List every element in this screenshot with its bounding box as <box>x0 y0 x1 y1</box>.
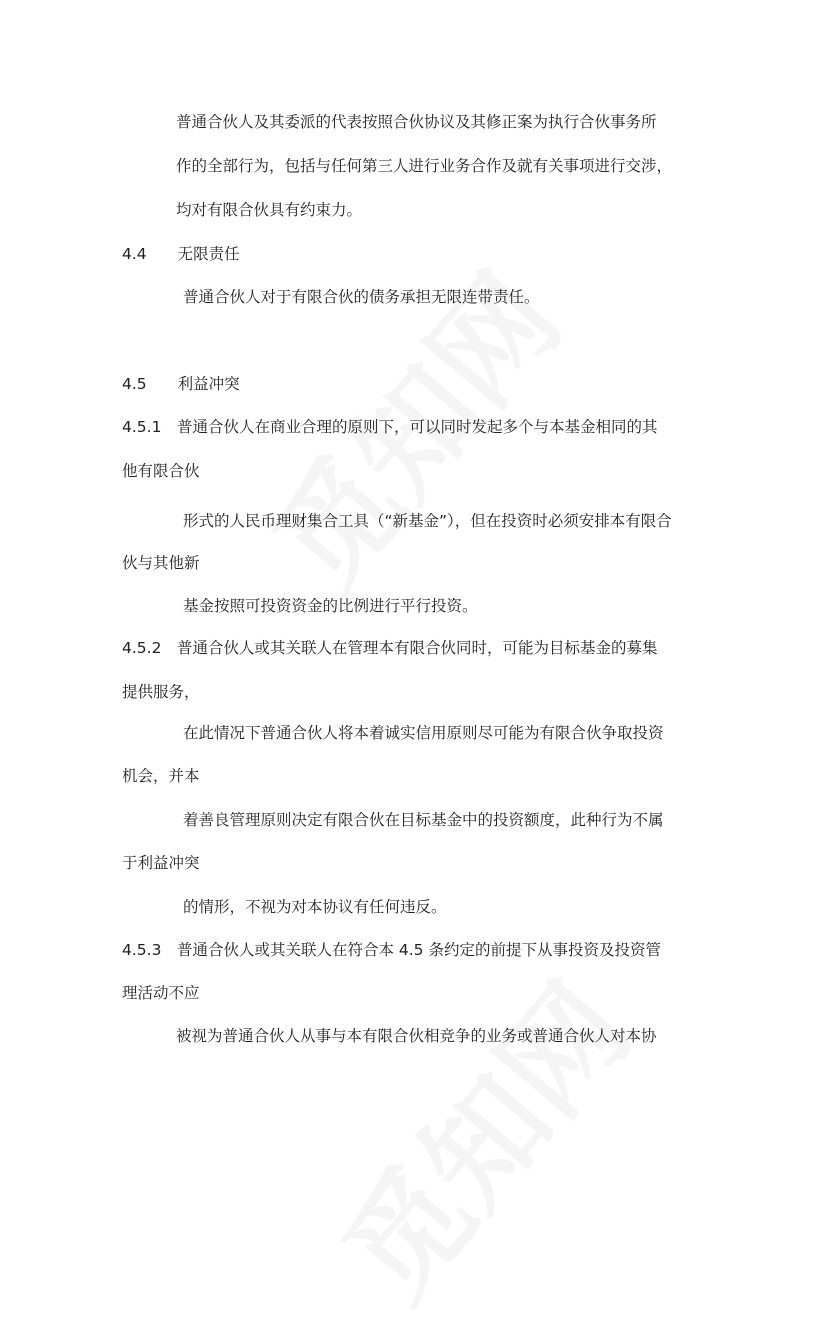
paragraph-line: 于利益冲突 <box>122 854 200 872</box>
paragraph-line: 基金按照可投资资金的比例进行平行投资。 <box>183 597 478 615</box>
paragraph-line: 理活动不应 <box>122 984 200 1002</box>
paragraph-line: 形式的人民币理财集合工具（“新基金”），但在投资时必须安排本有限合 <box>183 512 672 530</box>
paragraph-line: 机会，并本 <box>122 767 200 785</box>
paragraph-line: 提供服务， <box>122 683 200 701</box>
paragraph-line: 作的全部行为，包括与任何第三人进行业务合作及就有关事项进行交涉， <box>176 157 673 175</box>
paragraph-line: 伙与其他新 <box>122 554 200 572</box>
paragraph-line: 在此情况下普通合伙人将本着诚实信用原则尽可能为有限合伙争取投资 <box>183 724 664 742</box>
clause-4-5-2: 4.5.2 普通合伙人或其关联人在管理本有限合伙同时，可能为目标基金的募集 <box>122 639 658 657</box>
paragraph-line: 普通合伙人对于有限合伙的债务承担无限连带责任。 <box>183 288 540 306</box>
paragraph-line: 他有限合伙 <box>122 462 200 480</box>
clause-4-5-1: 4.5.1 普通合伙人在商业合理的原则下，可以同时发起多个与本基金相同的其 <box>122 418 658 436</box>
section-heading-4-5: 4.5 利益冲突 <box>122 375 240 393</box>
watermark <box>298 943 661 1329</box>
paragraph-line: 着善良管理原则决定有限合伙在目标基金中的投资额度，此种行为不属 <box>183 811 664 829</box>
section-heading-4-4: 4.4 无限责任 <box>122 245 240 263</box>
paragraph-line: 均对有限合伙具有约束力。 <box>176 201 363 219</box>
paragraph-line: 被视为普通合伙人从事与本有限合伙相竞争的业务或普通合伙人对本协 <box>176 1027 657 1045</box>
clause-4-5-3: 4.5.3 普通合伙人或其关联人在符合本 4.5 条约定的前提下从事投资及投资管 <box>122 941 661 959</box>
paragraph-line: 的情形，不视为对本协议有任何违反。 <box>183 898 447 916</box>
paragraph-line: 普通合伙人及其委派的代表按照合伙协议及其修正案为执行合伙事务所 <box>176 113 657 131</box>
